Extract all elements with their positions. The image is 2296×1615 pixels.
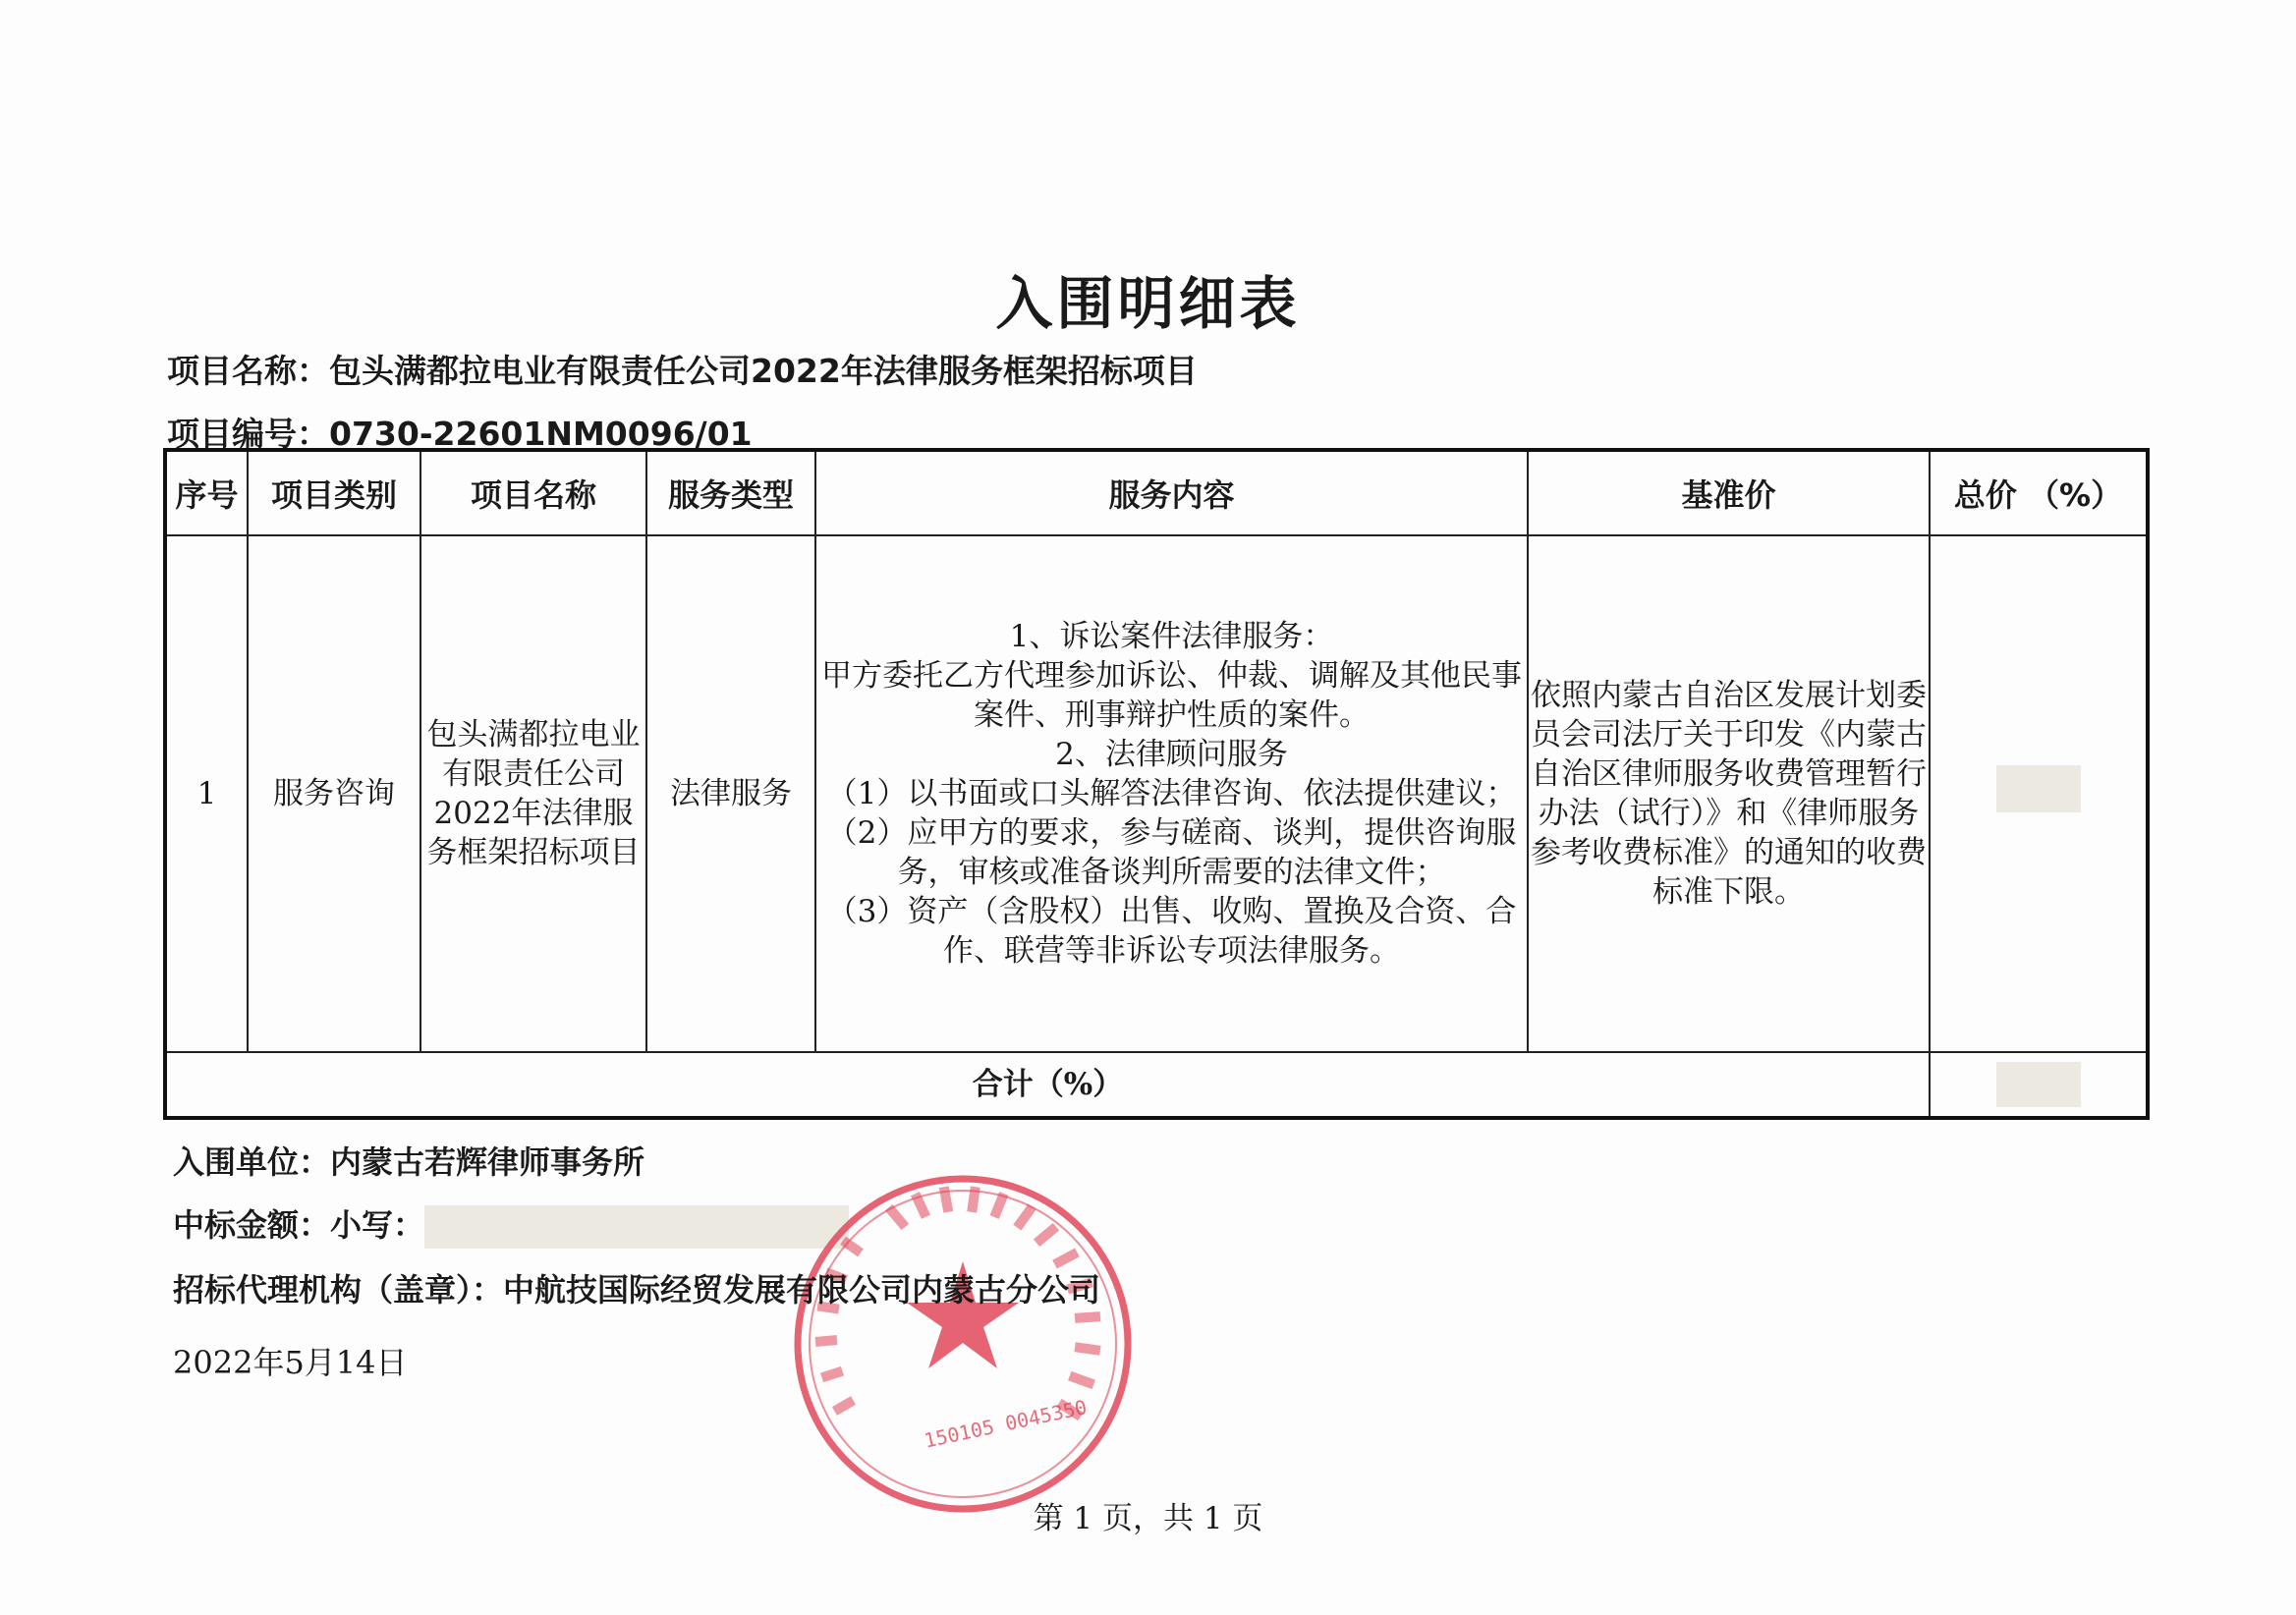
- header-category: 项目类别: [248, 450, 420, 535]
- total-value: [1930, 1052, 2148, 1118]
- redacted-price: [1996, 765, 2081, 812]
- header-total-price: 总价 （%）: [1930, 450, 2148, 535]
- total-label: 合计（%）: [165, 1052, 1930, 1118]
- project-code: 项目编号：0730-22601NM0096/01: [167, 415, 753, 453]
- table-row: [165, 535, 2148, 1052]
- content-line: 甲方委托乙方代理参加诉讼、仲裁、调解及其他民事案件、刑事辩护性质的案件。: [821, 658, 1522, 733]
- cell-total-price: [1930, 535, 2148, 1052]
- shortlisted-unit: 入围单位：内蒙古若辉律师事务所: [173, 1143, 645, 1181]
- cell-content: [815, 535, 1528, 1052]
- bidding-agency: 招标代理机构（盖章）：中航技国际经贸发展有限公司内蒙古分公司: [173, 1271, 1101, 1309]
- redacted-total: [1996, 1062, 2081, 1107]
- cell-basis: 依照内蒙古自治区发展计划委员会司法厅关于印发《内蒙古自治区律师服务收费管理暂行办法（试行）》和《律师服务参考收费标准》的通知的收费标准下限。: [1528, 535, 1930, 1052]
- cell-category: 服务咨询: [248, 535, 420, 1052]
- bid-amount-label: 中标金额：小写：: [173, 1206, 425, 1244]
- content-line: 2、法律顾问服务: [1055, 737, 1288, 772]
- seal-graphic: [786, 1167, 1140, 1521]
- cell-name: 包头满都拉电业有限责任公司2022年法律服务框架招标项目: [420, 535, 646, 1052]
- content-line: 1、诉讼案件法律服务：: [1009, 619, 1334, 654]
- page-number: 第 1 页，共 1 页: [1033, 1501, 1263, 1536]
- table-header-row: [165, 450, 2148, 535]
- cell-service-type: 法律服务: [646, 535, 815, 1052]
- header-name: 项目名称: [420, 450, 646, 535]
- header-basis: 基准价: [1528, 450, 1930, 535]
- document-title: 入围明细表: [995, 270, 1301, 337]
- content-line: （1）以书面或口头解答法律咨询、依法提供建议；: [826, 776, 1517, 811]
- header-index: 序号: [165, 450, 248, 535]
- cell-index: 1: [165, 535, 248, 1052]
- content-line: （2）应甲方的要求，参与磋商、谈判，提供咨询服务，审核或准备谈判所需要的法律文件；: [826, 815, 1517, 890]
- project-name: 项目名称：包头满都拉电业有限责任公司2022年法律服务框架招标项目: [167, 352, 1198, 390]
- total-row: [165, 1052, 2148, 1118]
- header-content: 服务内容: [815, 450, 1528, 535]
- bid-amount: [173, 1200, 849, 1249]
- content-line: （3）资产（含股权）出售、收购、置换及合资、合作、联营等非诉讼专项法律服务。: [826, 894, 1517, 969]
- seal-code: 150105 0045350: [922, 1395, 1090, 1453]
- document-date: 2022年5月14日: [173, 1344, 408, 1381]
- detail-table: [163, 448, 2150, 1120]
- company-seal: [786, 1167, 1140, 1521]
- header-service-type: 服务类型: [646, 450, 815, 535]
